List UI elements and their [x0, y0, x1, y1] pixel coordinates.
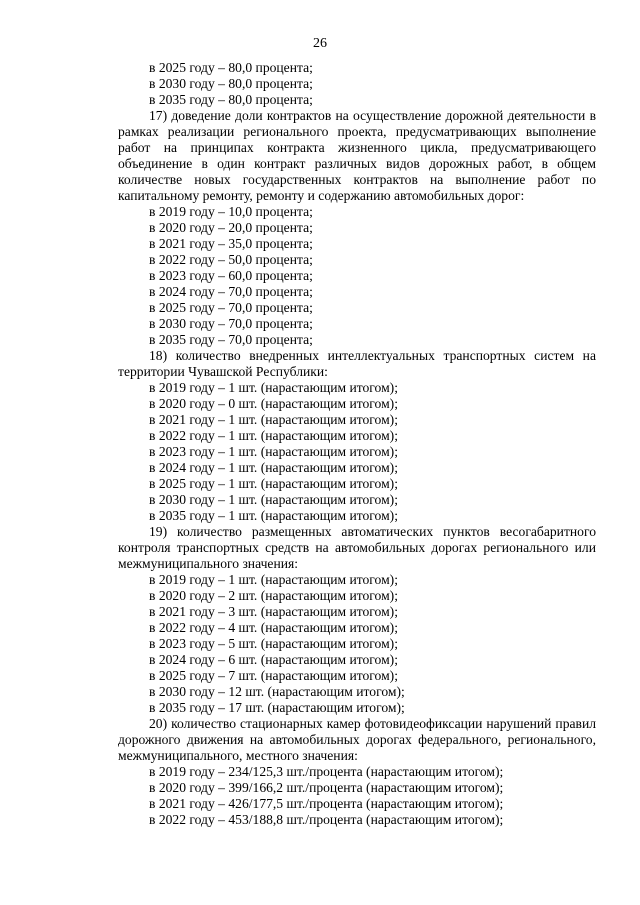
item-17 [118, 108, 596, 348]
list-item: в 2024 году – 70,0 процента; [149, 284, 313, 299]
item-20 [118, 716, 596, 828]
list-item: в 2035 году – 17 шт. (нарастающим итогом); [149, 700, 405, 715]
list-item: в 2035 году – 80,0 процента; [149, 92, 313, 107]
item-20-text: 20) количество стационарных камер фотовидеофиксации нарушений правил дорожного движения на автомобильных дорогах федерального, регионального, межмуниципального, местного значения: [118, 716, 596, 763]
list-item: в 2021 году – 35,0 процента; [149, 236, 313, 251]
list-item: в 2030 году – 12 шт. (нарастающим итогом); [149, 684, 405, 699]
list-item: в 2020 году – 20,0 процента; [149, 220, 313, 235]
list-item: в 2020 году – 399/166,2 шт./процента (нарастающим итогом); [149, 780, 504, 795]
list-item: в 2030 году – 70,0 процента; [149, 316, 313, 331]
list-item: в 2021 году – 1 шт. (нарастающим итогом); [149, 412, 398, 427]
list-item: в 2025 году – 1 шт. (нарастающим итогом); [149, 476, 398, 491]
item-18-text: 18) количество внедренных интеллектуальных транспортных систем на территории Чувашской Республики: [118, 348, 596, 379]
list-item: в 2023 году – 60,0 процента; [149, 268, 313, 283]
lead-list [118, 60, 596, 108]
list-item: в 2021 году – 426/177,5 шт./процента (нарастающим итогом); [149, 796, 504, 811]
list-item: в 2030 году – 80,0 процента; [149, 76, 313, 91]
list-item: в 2025 году – 7 шт. (нарастающим итогом); [149, 668, 398, 683]
list-item: в 2025 году – 70,0 процента; [149, 300, 313, 315]
page-number: 26 [313, 36, 327, 51]
list-item: в 2035 году – 70,0 процента; [149, 332, 313, 347]
list-item: в 2022 году – 453/188,8 шт./процента (нарастающим итогом); [149, 812, 504, 827]
list-item: в 2024 году – 6 шт. (нарастающим итогом); [149, 652, 398, 667]
item-17-text: 17) доведение доли контрактов на осуществление дорожной деятельности в рамках реализации регионального проекта, предусматривающих выполнение работ на принципах контракта жизненного цикла, предусматривающего объединение в один контракт различных видов дорожных работ, в общем количестве новых государственных контрактов на выполнение работ по капитальному ремонту, ремонту и содержанию автомобильных дорог: [118, 108, 596, 203]
list-item: в 2019 году – 1 шт. (нарастающим итогом); [149, 572, 398, 587]
list-item: в 2025 году – 80,0 процента; [149, 60, 313, 75]
list-item: в 2019 году – 1 шт. (нарастающим итогом); [149, 380, 398, 395]
list-item: в 2024 году – 1 шт. (нарастающим итогом); [149, 460, 398, 475]
list-item: в 2022 году – 50,0 процента; [149, 252, 313, 267]
list-item: в 2020 году – 2 шт. (нарастающим итогом); [149, 588, 398, 603]
list-item: в 2021 году – 3 шт. (нарастающим итогом); [149, 604, 398, 619]
list-item: в 2022 году – 1 шт. (нарастающим итогом); [149, 428, 398, 443]
list-item: в 2019 году – 10,0 процента; [149, 204, 313, 219]
list-item: в 2019 году – 234/125,3 шт./процента (нарастающим итогом); [149, 764, 504, 779]
list-item: в 2023 году – 1 шт. (нарастающим итогом); [149, 444, 398, 459]
list-item: в 2022 году – 4 шт. (нарастающим итогом); [149, 620, 398, 635]
document-body [118, 60, 596, 828]
list-item: в 2035 году – 1 шт. (нарастающим итогом); [149, 508, 398, 523]
item-19-text: 19) количество размещенных автоматических пунктов весогабаритного контроля транспортных средств на автомобильных дорогах регионального или межмуниципального значения: [118, 524, 596, 571]
list-item: в 2020 году – 0 шт. (нарастающим итогом); [149, 396, 398, 411]
list-item: в 2023 году – 5 шт. (нарастающим итогом); [149, 636, 398, 651]
item-18 [118, 348, 596, 524]
list-item: в 2030 году – 1 шт. (нарастающим итогом); [149, 492, 398, 507]
item-19 [118, 524, 596, 716]
